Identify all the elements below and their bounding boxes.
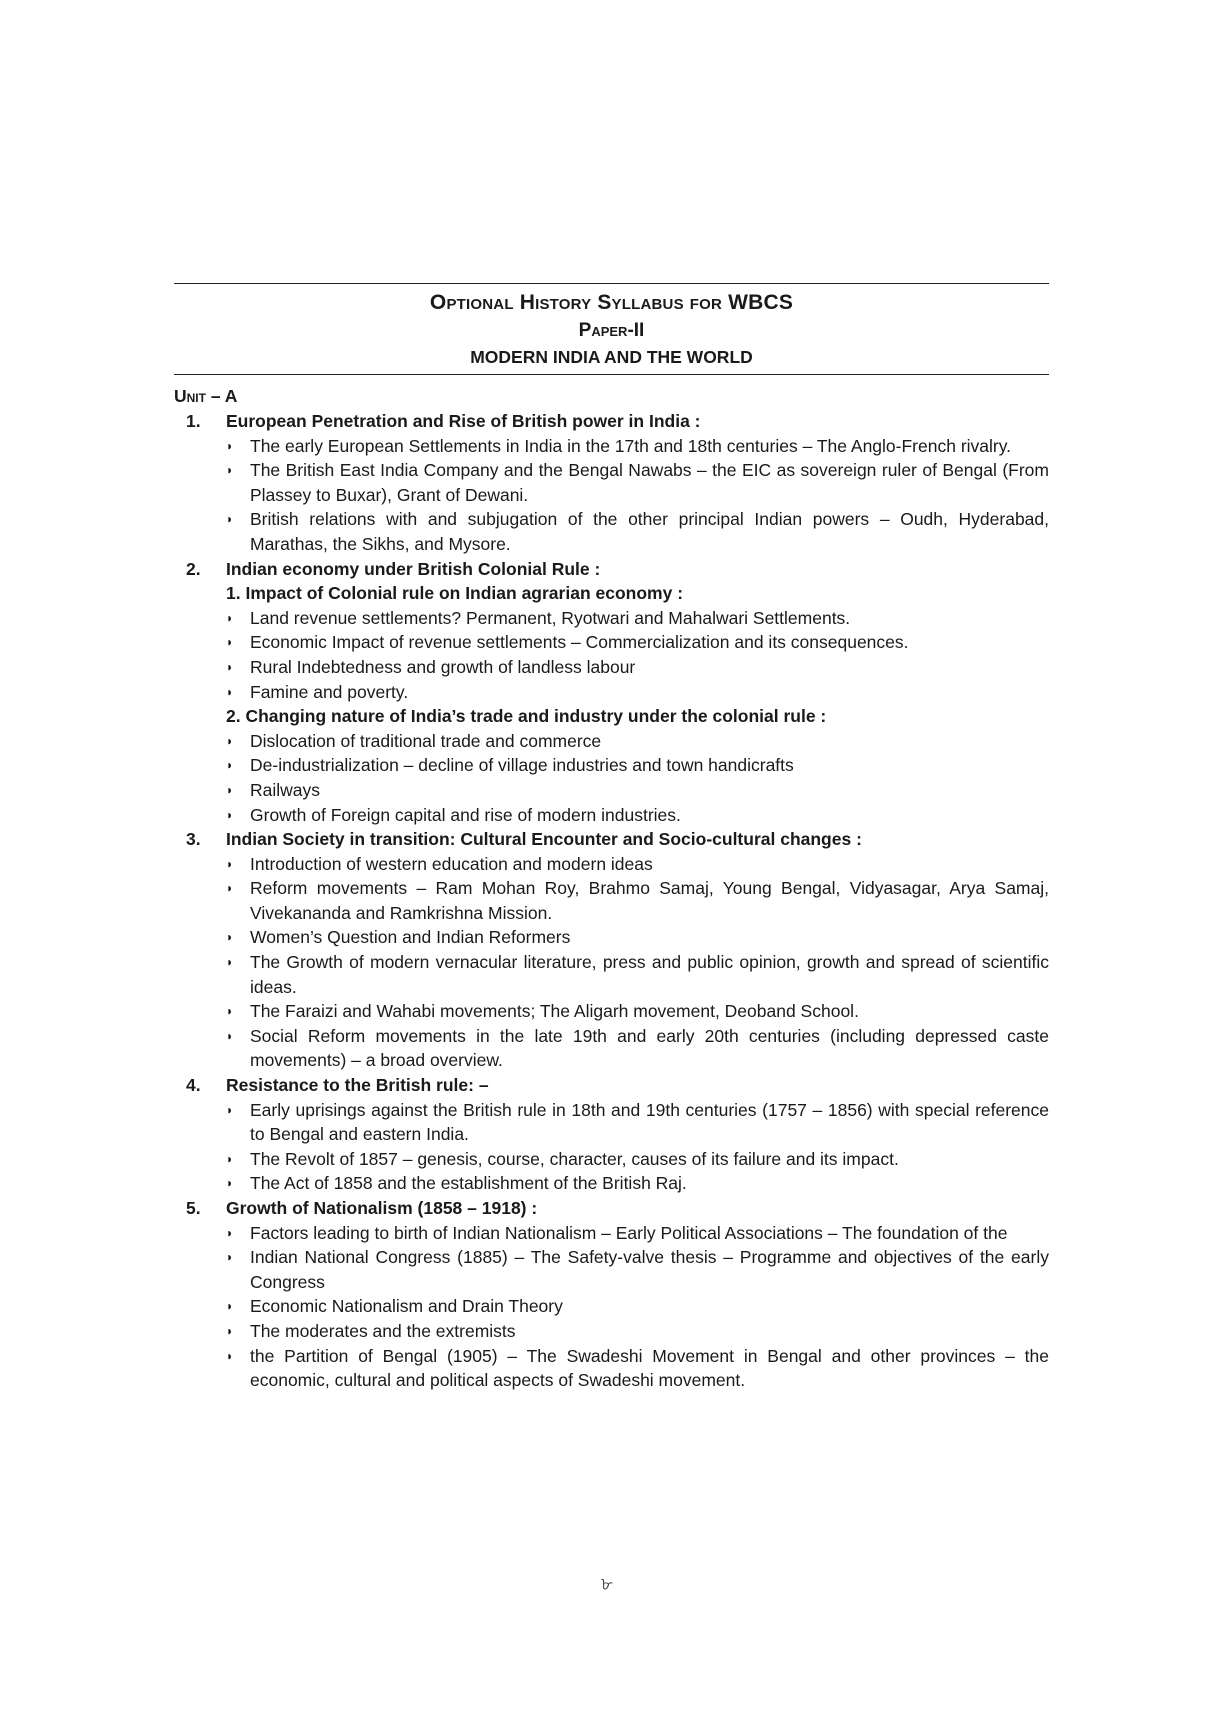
header-rule xyxy=(174,374,1049,375)
bullet-icon: ◗ xyxy=(226,1299,234,1314)
list-item: ◗ Economic Impact of revenue settlements – Commercialization and its consequences. xyxy=(174,630,1049,655)
list-item: ◗ The Act of 1858 and the establishment of the British Raj. xyxy=(174,1171,1049,1196)
section-heading: European Penetration and Rise of British power in India : xyxy=(226,411,701,431)
section-5 xyxy=(174,1196,1049,1393)
section-number: 2. xyxy=(186,558,201,579)
subsection-heading: 2. Changing nature of India’s trade and industry under the colonial rule : xyxy=(226,706,827,727)
bullet-icon: ◗ xyxy=(226,1323,234,1338)
section-2 xyxy=(174,557,1049,828)
bullet-icon: ◗ xyxy=(226,438,234,453)
section-number: 5. xyxy=(186,1198,201,1218)
list-item: ◗ De-industrialization – decline of village industries and town handicrafts xyxy=(174,753,1049,778)
list-item: ◗ Land revenue settlements? Permanent, Ryotwari and Mahalwari Settlements. xyxy=(174,606,1049,631)
section-heading: Indian Society in transition: Cultural Encounter and Socio-cultural changes : xyxy=(226,829,862,850)
section-number: 4. xyxy=(186,1075,201,1096)
section-heading: Resistance to the British rule: – xyxy=(226,1075,489,1096)
section-number: 1. xyxy=(186,411,201,431)
section-heading: Indian economy under British Colonial Rule : xyxy=(226,558,601,579)
bullet-icon: ◗ xyxy=(226,782,234,797)
bullet-icon: ◗ xyxy=(226,1004,234,1019)
bullet-icon: ◗ xyxy=(226,955,234,970)
section-number: 3. xyxy=(186,829,201,850)
bullet-icon: ◗ xyxy=(226,635,234,650)
subsection-heading: 1. Impact of Colonial rule on Indian agrarian economy : xyxy=(226,583,684,604)
list-item: ◗ British relations with and subjugation of the other principal Indian powers – Oudh, Hyderabad, Marathas, the Sikhs, and Mysore. xyxy=(226,509,1049,554)
paper-label: Paper-II xyxy=(578,320,645,341)
bullet-icon: ◗ xyxy=(226,807,234,822)
list-item: ◗ Factors leading to birth of Indian Nationalism – Early Political Associations – The foundation of the xyxy=(174,1221,1049,1246)
list-item: ◗ Introduction of western education and modern ideas xyxy=(174,852,1049,877)
paper-subtitle: MODERN INDIA AND THE WORLD xyxy=(470,347,753,367)
bullet-icon: ◗ xyxy=(226,1151,234,1166)
bullet-icon: ◗ xyxy=(226,1225,234,1240)
bullet-icon: ◗ xyxy=(226,610,234,625)
section-4 xyxy=(174,1073,1049,1196)
syllabus-title: Optional History Syllabus for WBCS xyxy=(429,291,794,314)
list-item: ◗ The Faraizi and Wahabi movements; The Aligarh movement, Deoband School. xyxy=(174,999,1049,1024)
unit-heading: Unit – A xyxy=(174,386,238,406)
list-item: ◗ Growth of Foreign capital and rise of modern industries. xyxy=(174,803,1049,828)
list-item: ◗ The Growth of modern vernacular literature, press and public opinion, growth and spread of scientific ideas. xyxy=(226,952,1049,997)
list-item: ◗ The early European Settlements in India in the 17th and 18th centuries – The Anglo-French rivalry. xyxy=(174,434,1049,459)
syllabus-body xyxy=(174,409,1049,1393)
list-item: ◗ Railways xyxy=(174,778,1049,803)
list-item: ◗ the Partition of Bengal (1905) – The Swadeshi Movement in Bengal and other provinces – the economic, cultural and political aspects of Swadeshi movement. xyxy=(226,1345,1049,1391)
page-number: ৮ xyxy=(601,1574,613,1595)
list-item: ◗ Dislocation of traditional trade and commerce xyxy=(174,729,1049,754)
list-item: ◗ The Revolt of 1857 – genesis, course, character, causes of its failure and its impact. xyxy=(174,1147,1049,1172)
bullet-icon: ◗ xyxy=(226,881,234,896)
bullet-icon: ◗ xyxy=(226,930,234,945)
list-item: ◗ Early uprisings against the British rule in 18th and 19th centuries (1757 – 1856) with special reference to Bengal and eastern India. xyxy=(226,1099,1049,1145)
list-item: ◗ Famine and poverty. xyxy=(174,680,1049,705)
bullet-icon: ◗ xyxy=(226,1102,234,1117)
bullet-icon: ◗ xyxy=(226,684,234,699)
list-item: ◗ Reform movements – Ram Mohan Roy, Brahmo Samaj, Young Bengal, Vidyasagar, Arya Samaj, Vivekananda and Ramkrishna Mission. xyxy=(226,878,1049,923)
section-heading: Growth of Nationalism (1858 – 1918) : xyxy=(226,1198,538,1218)
bullet-icon: ◗ xyxy=(226,512,234,527)
list-item: ◗ The British East India Company and the Bengal Nawabs – the EIC as sovereign ruler of Bengal (From Plassey to Buxar), Grant of Dewani. xyxy=(226,460,1049,505)
section-1 xyxy=(174,409,1049,557)
bullet-icon: ◗ xyxy=(226,856,234,871)
bullet-icon: ◗ xyxy=(226,733,234,748)
list-item: ◗ Rural Indebtedness and growth of landless labour xyxy=(174,655,1049,680)
list-item: ◗ Economic Nationalism and Drain Theory xyxy=(174,1294,1049,1319)
list-item: ◗ The moderates and the extremists xyxy=(174,1319,1049,1344)
bullet-icon: ◗ xyxy=(226,1348,234,1363)
list-item: ◗ Indian National Congress (1885) – The Safety-valve thesis – Programme and objectives of the early Congress xyxy=(226,1247,1049,1292)
bullet-icon: ◗ xyxy=(226,1028,234,1043)
bullet-icon: ◗ xyxy=(226,758,234,773)
list-item: ◗ Women’s Question and Indian Reformers xyxy=(174,925,1049,950)
section-3 xyxy=(174,827,1049,1073)
bullet-icon: ◗ xyxy=(226,1176,234,1191)
page-header xyxy=(174,284,1049,374)
bullet-icon: ◗ xyxy=(226,1250,234,1265)
list-item: ◗ Social Reform movements in the late 19th and early 20th centuries (including depressed caste movements) – a broad overview. xyxy=(226,1025,1049,1071)
bullet-icon: ◗ xyxy=(226,463,234,478)
bullet-icon: ◗ xyxy=(226,659,234,674)
syllabus-page xyxy=(174,283,1049,1393)
